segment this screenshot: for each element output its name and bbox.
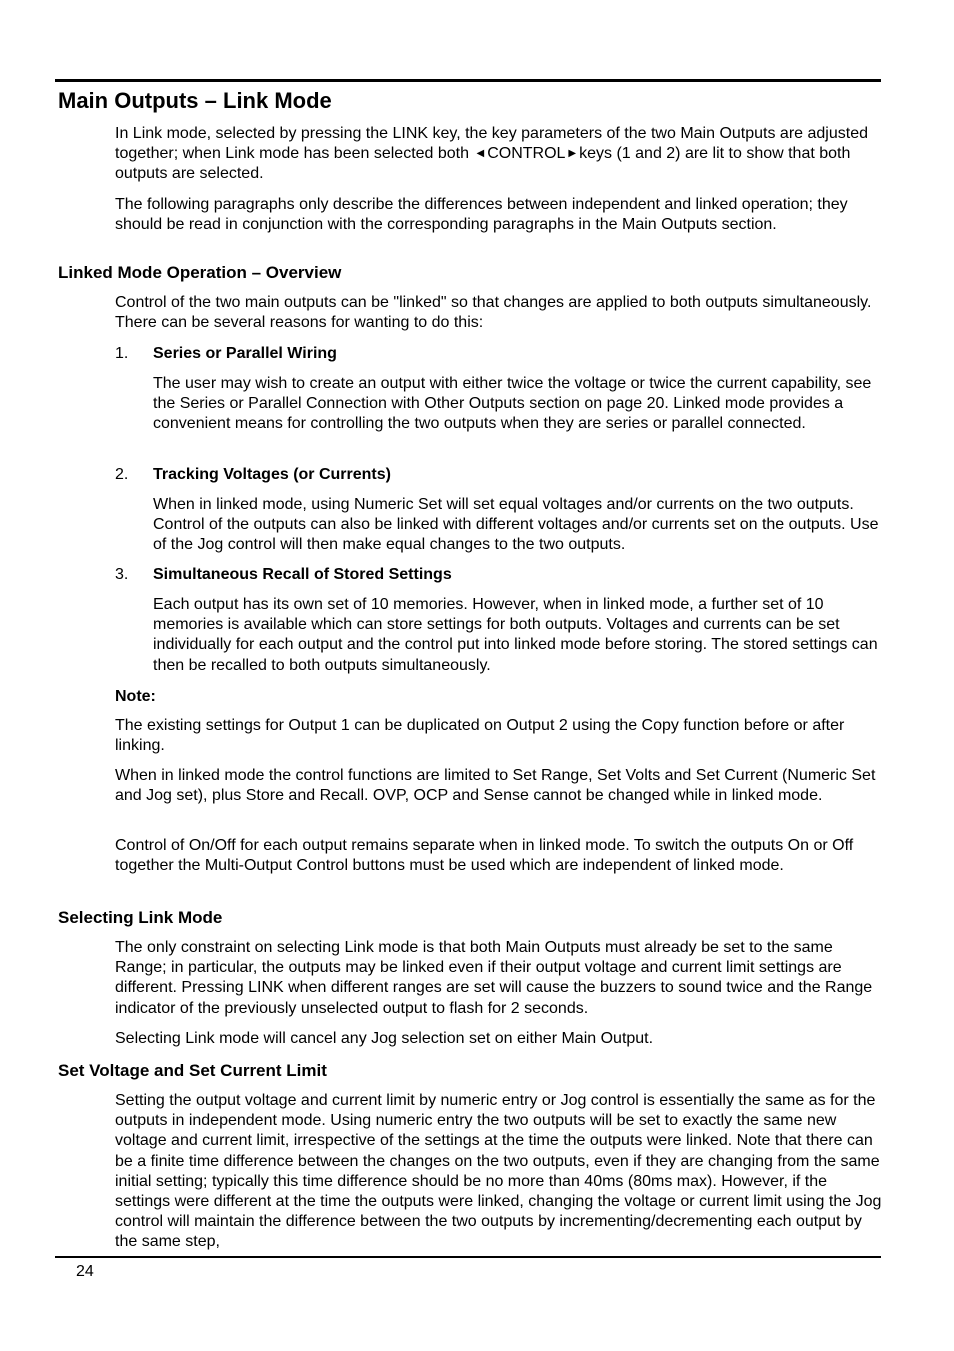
page-number: 24 (76, 1263, 94, 1280)
setvoltage-paragraph: Setting the output voltage and current limit by numeric entry or Jog control is essentially the same as for the outputs in independent mode. Using numeric entry the two outputs will be set to exactly the same new voltage and current limit, irrespective of the settings at the time the outputs were linked. Note that there can be a finite time difference between the changes on the two outputs, even if they are changing from the same initial setting; typically this time difference should be no more than 40ms (80ms max). However, if the settings were different at the time the outputs were linked, changing the voltage or current limit using the Jog control will maintain the difference between the two outputs by incrementing/decrementing each output by the same step, (115, 1092, 882, 1251)
list-item-body: The user may wish to create an output with either twice the voltage or twice the current capability, see the Series or Parallel Connection with Other Outputs section on page 20. Linked mode provides a convenient means for controlling the two outputs when they are series or parallel connected. (153, 375, 872, 433)
selecting-paragraph-1: The only constraint on selecting Link mode is that both Main Outputs must already be set to the same Range; in particular, the outputs may be linked even if their output voltage and current limit settings are different. Pressing LINK when different ranges are set will cause the buzzers to sound twice and the Range indicator of the previously unselected output to flash for 2 seconds. (115, 939, 873, 1017)
list-item-number: 3. (115, 566, 129, 583)
intro-text-c: keys (1 and 2) are lit to show that both outputs are selected. (115, 145, 851, 183)
heading-selecting-link-mode: Selecting Link Mode (58, 908, 223, 927)
list-item-title: Simultaneous Recall of Stored Settings (153, 566, 452, 583)
triangle-right-icon: ▶ (568, 148, 577, 160)
intro-text-a: In Link mode, selected by pressing the LINK key, the key parameters of the two Main Outputs are adjusted together; when Link mode has been selected both (115, 125, 868, 163)
note-paragraph-2: When in linked mode the control functions are limited to Set Range, Set Volts and Set Current (Numeric Set and Jog set), plus Store and Recall. OVP, OCP and Sense cannot be changed while in linked mode. (115, 767, 876, 805)
selecting-paragraph-2: Selecting Link mode will cancel any Jog selection set on either Main Output. (115, 1030, 654, 1047)
note-paragraph-3: Control of On/Off for each output remains separate when in linked mode. To switch the outputs On or Off together the Multi-Output Control buttons must be used which are independent of linked mode. (115, 837, 854, 875)
note-paragraph-1: The existing settings for Output 1 can be duplicated on Output 2 using the Copy function before or after linking. (115, 717, 845, 755)
list-item-body: Each output has its own set of 10 memories. However, when in linked mode, a further set of 10 memories is available which can store settings for both outputs. Voltages and currents can be set individually for each output and the control put into linked mode before storing. The stored settings can then be recalled to both outputs simultaneously. (153, 596, 878, 674)
page-title: Main Outputs – Link Mode (58, 88, 332, 113)
heading-set-voltage-current: Set Voltage and Set Current Limit (58, 1061, 327, 1080)
top-rule (55, 79, 881, 82)
overview-paragraph: Control of the two main outputs can be "linked" so that changes are applied to both outputs simultaneously. There can be several reasons for wanting to do this: (115, 294, 872, 332)
intro-paragraph-2: The following paragraphs only describe the differences between independent and linked operation; they should be read in conjunction with the corresponding paragraphs in the Main Outputs section. (115, 196, 848, 234)
control-key-label: CONTROL (487, 145, 566, 163)
list-item-title: Tracking Voltages (or Currents) (153, 466, 391, 483)
list-item-title: Series or Parallel Wiring (153, 345, 337, 362)
list-item-body: When in linked mode, using Numeric Set will set equal voltages and/or currents on the two outputs. Control of the outputs can also be linked with different voltages and/or currents set on the outputs. Use of the Jog control will then make equal changes to the two outputs. (153, 496, 879, 554)
heading-linked-overview: Linked Mode Operation – Overview (58, 263, 342, 282)
triangle-left-icon: ◀ (476, 148, 485, 160)
note-label: Note: (115, 688, 156, 705)
list-item-number: 1. (115, 345, 129, 362)
list-item-number: 2. (115, 466, 129, 483)
bottom-rule (55, 1256, 881, 1258)
intro-paragraph-1 (115, 124, 883, 185)
